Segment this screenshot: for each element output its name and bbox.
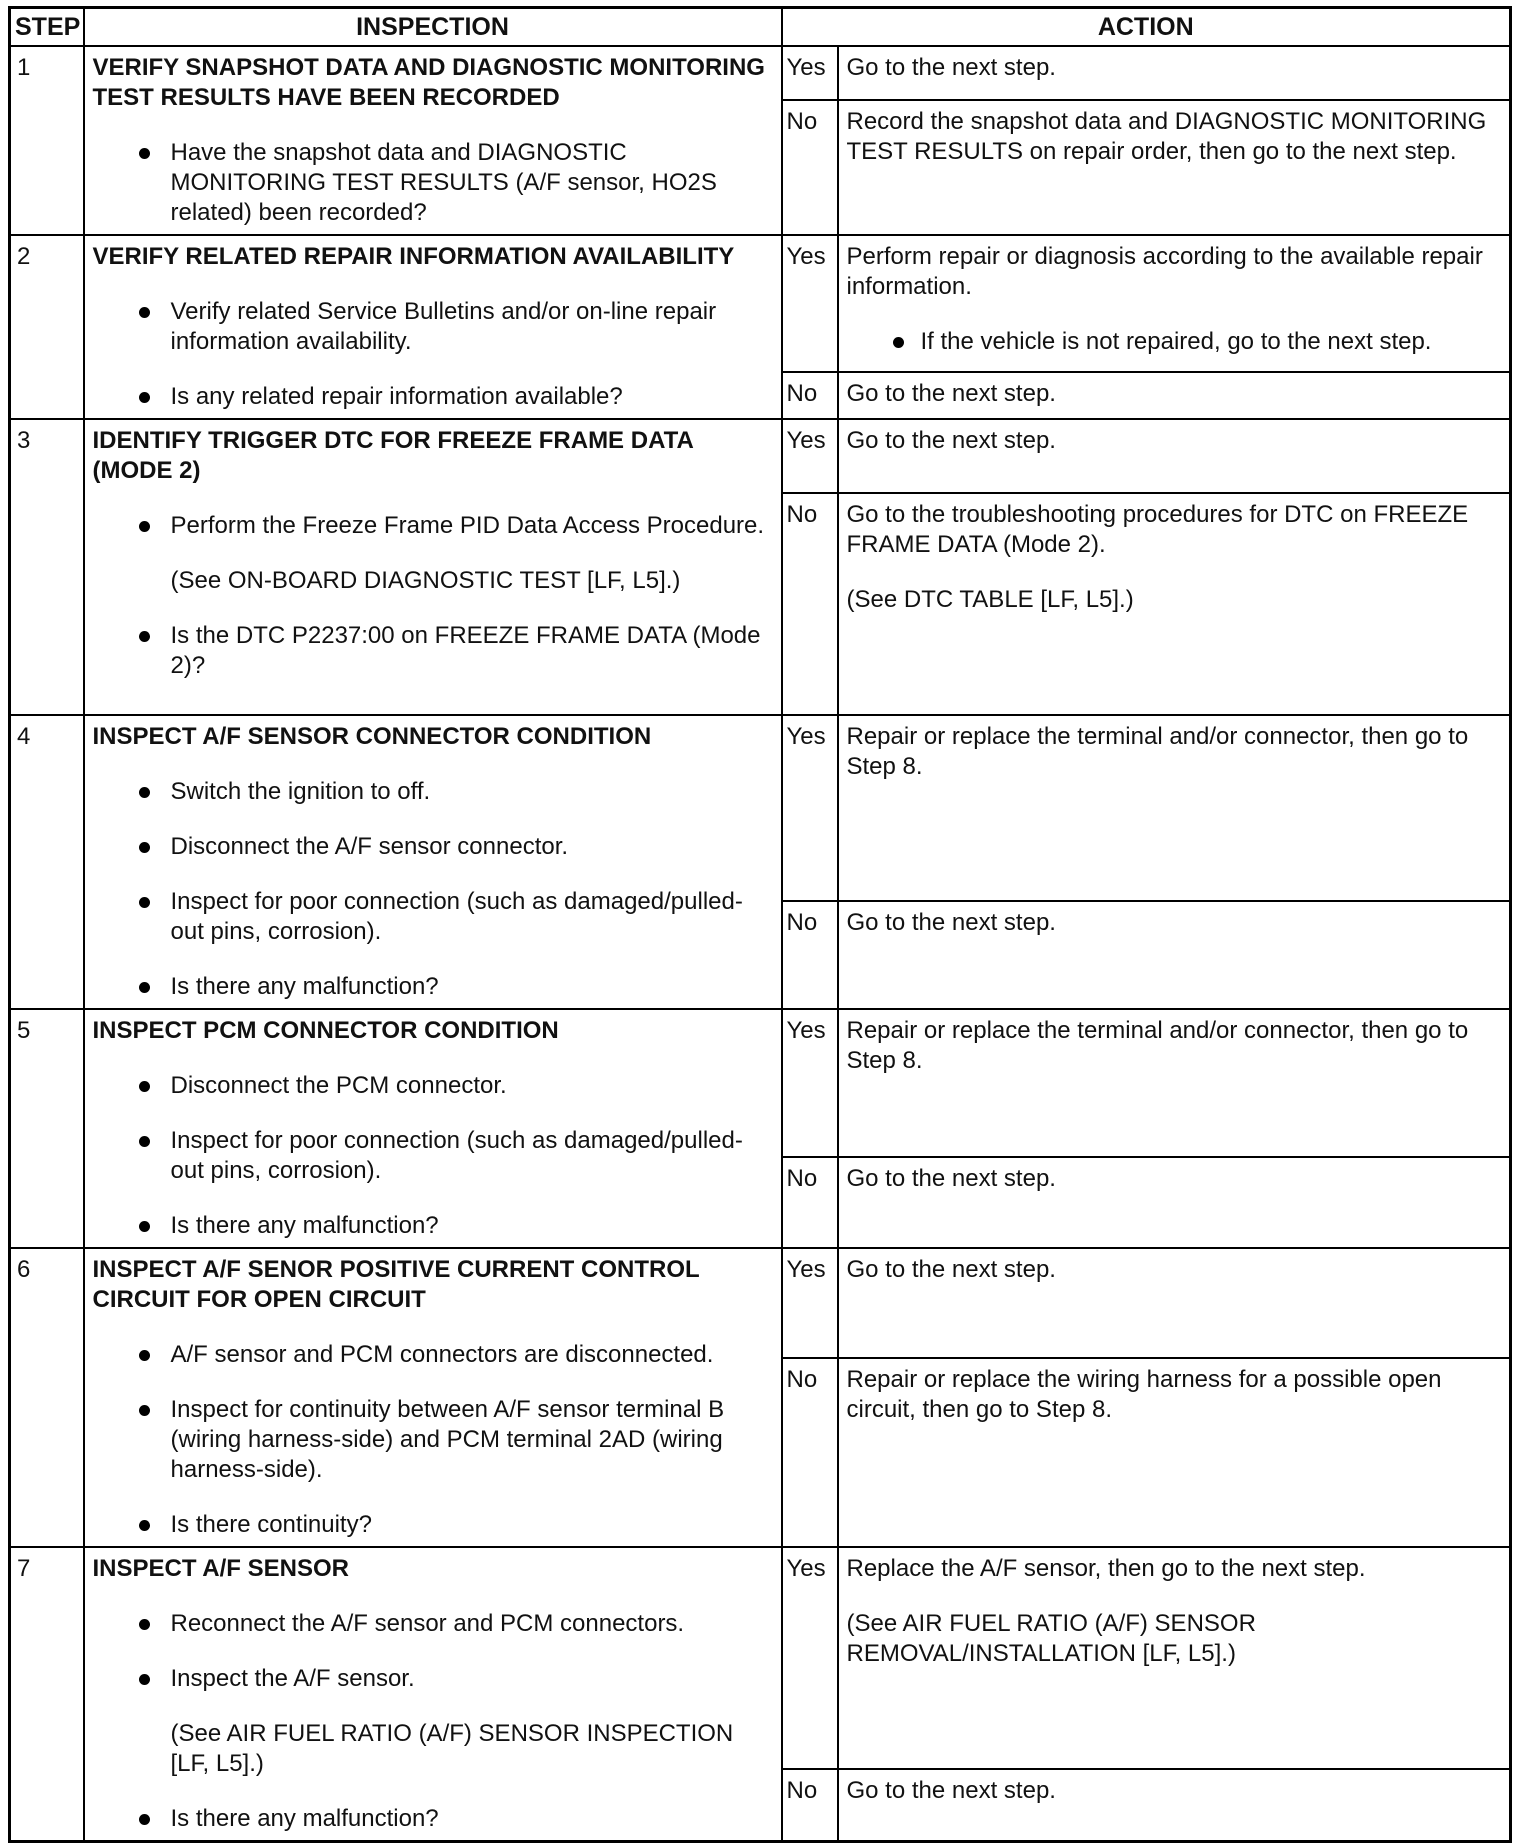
action-text: Repair or replace the terminal and/or connector, then go to Step 8. [846, 1016, 1469, 1074]
yes-action [838, 46, 1511, 100]
inspection-reference: (See ON-BOARD DIAGNOSTIC TEST [LF, L5].) [170, 566, 681, 594]
inspection-bullet: Disconnect the PCM connector. [93, 1071, 773, 1101]
inspection-bullet: Inspect for poor connection (such as damaged/pulled-out pins, corrosion). [93, 887, 773, 947]
yes-label: Yes [782, 1009, 838, 1158]
inspection-cell [84, 1547, 782, 1842]
yes-label: Yes [782, 419, 838, 493]
yes-label: Yes [782, 715, 838, 901]
yes-action [838, 1009, 1511, 1158]
step-row [10, 1009, 1511, 1158]
no-label: No [782, 901, 838, 1009]
step-title: INSPECT A/F SENSOR [92, 1554, 349, 1582]
step-number: 7 [10, 1547, 84, 1842]
action-text: Go to the next step. [846, 1255, 1056, 1283]
step-row [10, 715, 1511, 901]
inspection-bullet: Reconnect the A/F sensor and PCM connectors. [93, 1609, 773, 1639]
no-label: No [782, 1769, 838, 1841]
step-title: INSPECT A/F SENSOR CONNECTOR CONDITION [92, 722, 652, 750]
step-title: INSPECT PCM CONNECTOR CONDITION [92, 1016, 559, 1044]
action-text: Go to the troubleshooting procedures for DTC on FREEZE FRAME DATA (Mode 2). [846, 500, 1469, 558]
inspection-cell [84, 235, 782, 419]
yes-action [838, 235, 1511, 372]
step-row [10, 235, 1511, 372]
inspection-cell [84, 1248, 782, 1547]
action-text: Replace the A/F sensor, then go to the next step. [846, 1554, 1366, 1582]
action-text: Perform repair or diagnosis according to the available repair information. [846, 242, 1483, 300]
action-text: Go to the next step. [846, 379, 1056, 407]
no-action [838, 100, 1511, 235]
no-action [838, 372, 1511, 419]
action-reference: (See DTC TABLE [LF, L5].) [846, 585, 1134, 613]
inspection-bullet: Disconnect the A/F sensor connector. [93, 832, 773, 862]
inspection-bullet: Is the DTC P2237:00 on FREEZE FRAME DATA (Mode 2)? [93, 621, 773, 681]
no-action [838, 493, 1511, 715]
action-bullet: If the vehicle is not repaired, go to the next step. [847, 327, 1502, 357]
yes-label: Yes [782, 1547, 838, 1769]
step-number: 6 [10, 1248, 84, 1547]
step-number: 1 [10, 46, 84, 235]
inspection-bullet: Switch the ignition to off. [93, 777, 773, 807]
no-action [838, 1358, 1511, 1547]
inspection-cell [84, 46, 782, 235]
yes-label: Yes [782, 46, 838, 100]
header-action: ACTION [782, 8, 1511, 46]
step-number: 4 [10, 715, 84, 1009]
action-text: Record the snapshot data and DIAGNOSTIC MONITORING TEST RESULTS on repair order, then go to the next step. [846, 107, 1487, 165]
header-inspection: INSPECTION [84, 8, 782, 46]
step-title: VERIFY SNAPSHOT DATA AND DIAGNOSTIC MONITORING TEST RESULTS HAVE BEEN RECORDED [92, 53, 765, 111]
inspection-bullet: Is there any malfunction? [93, 972, 773, 1002]
action-text: Go to the next step. [846, 908, 1056, 936]
yes-action [838, 419, 1511, 493]
inspection-bullet: Is there any malfunction? [93, 1804, 773, 1834]
inspection-bullet: Inspect the A/F sensor. [93, 1664, 773, 1694]
inspection-bullet: Inspect for poor connection (such as damaged/pulled-out pins, corrosion). [93, 1126, 773, 1186]
inspection-bullet: Perform the Freeze Frame PID Data Access Procedure. [93, 511, 773, 541]
inspection-bullet: Verify related Service Bulletins and/or on-line repair information availability. [93, 297, 773, 357]
yes-label: Yes [782, 1248, 838, 1358]
inspection-cell [84, 419, 782, 715]
diagnostic-table [8, 6, 1512, 1843]
action-text: Repair or replace the terminal and/or connector, then go to Step 8. [846, 722, 1469, 780]
inspection-reference: (See AIR FUEL RATIO (A/F) SENSOR INSPECTION [LF, L5].) [170, 1719, 734, 1777]
no-action [838, 901, 1511, 1009]
step-title: VERIFY RELATED REPAIR INFORMATION AVAILABILITY [92, 242, 735, 270]
yes-action [838, 1248, 1511, 1358]
yes-action [838, 715, 1511, 901]
action-text: Repair or replace the wiring harness for a possible open circuit, then go to Step 8. [846, 1365, 1442, 1423]
action-text: Go to the next step. [846, 1165, 1056, 1193]
step-title: IDENTIFY TRIGGER DTC FOR FREEZE FRAME DATA (MODE 2) [92, 426, 693, 484]
inspection-bullet: A/F sensor and PCM connectors are disconnected. [93, 1340, 773, 1370]
no-label: No [782, 1157, 838, 1247]
inspection-cell [84, 715, 782, 1009]
step-row [10, 1248, 1511, 1358]
inspection-bullet: Inspect for continuity between A/F sensor terminal B (wiring harness-side) and PCM terminal 2AD (wiring harness-side). [93, 1395, 773, 1485]
step-row [10, 46, 1511, 100]
header-step: STEP [10, 8, 84, 46]
inspection-bullet: Have the snapshot data and DIAGNOSTIC MONITORING TEST RESULTS (A/F sensor, HO2S related) been recorded? [93, 138, 773, 228]
no-label: No [782, 1358, 838, 1547]
header-row [10, 8, 1511, 46]
step-row [10, 1547, 1511, 1769]
step-number: 2 [10, 235, 84, 419]
step-number: 3 [10, 419, 84, 715]
no-action [838, 1157, 1511, 1247]
yes-action [838, 1547, 1511, 1769]
no-label: No [782, 100, 838, 235]
action-text: Go to the next step. [846, 53, 1056, 81]
step-number: 5 [10, 1009, 84, 1248]
no-label: No [782, 493, 838, 715]
step-title: INSPECT A/F SENOR POSITIVE CURRENT CONTROL CIRCUIT FOR OPEN CIRCUIT [92, 1255, 700, 1313]
no-action [838, 1769, 1511, 1841]
action-text: Go to the next step. [846, 426, 1056, 454]
action-text: Go to the next step. [846, 1776, 1056, 1804]
action-reference: (See AIR FUEL RATIO (A/F) SENSOR REMOVAL/INSTALLATION [LF, L5].) [846, 1609, 1256, 1667]
inspection-bullet: Is there any malfunction? [93, 1211, 773, 1241]
step-row [10, 419, 1511, 493]
no-label: No [782, 372, 838, 419]
inspection-cell [84, 1009, 782, 1248]
yes-label: Yes [782, 235, 838, 372]
inspection-bullet: Is any related repair information available? [93, 382, 773, 412]
inspection-bullet: Is there continuity? [93, 1510, 773, 1540]
